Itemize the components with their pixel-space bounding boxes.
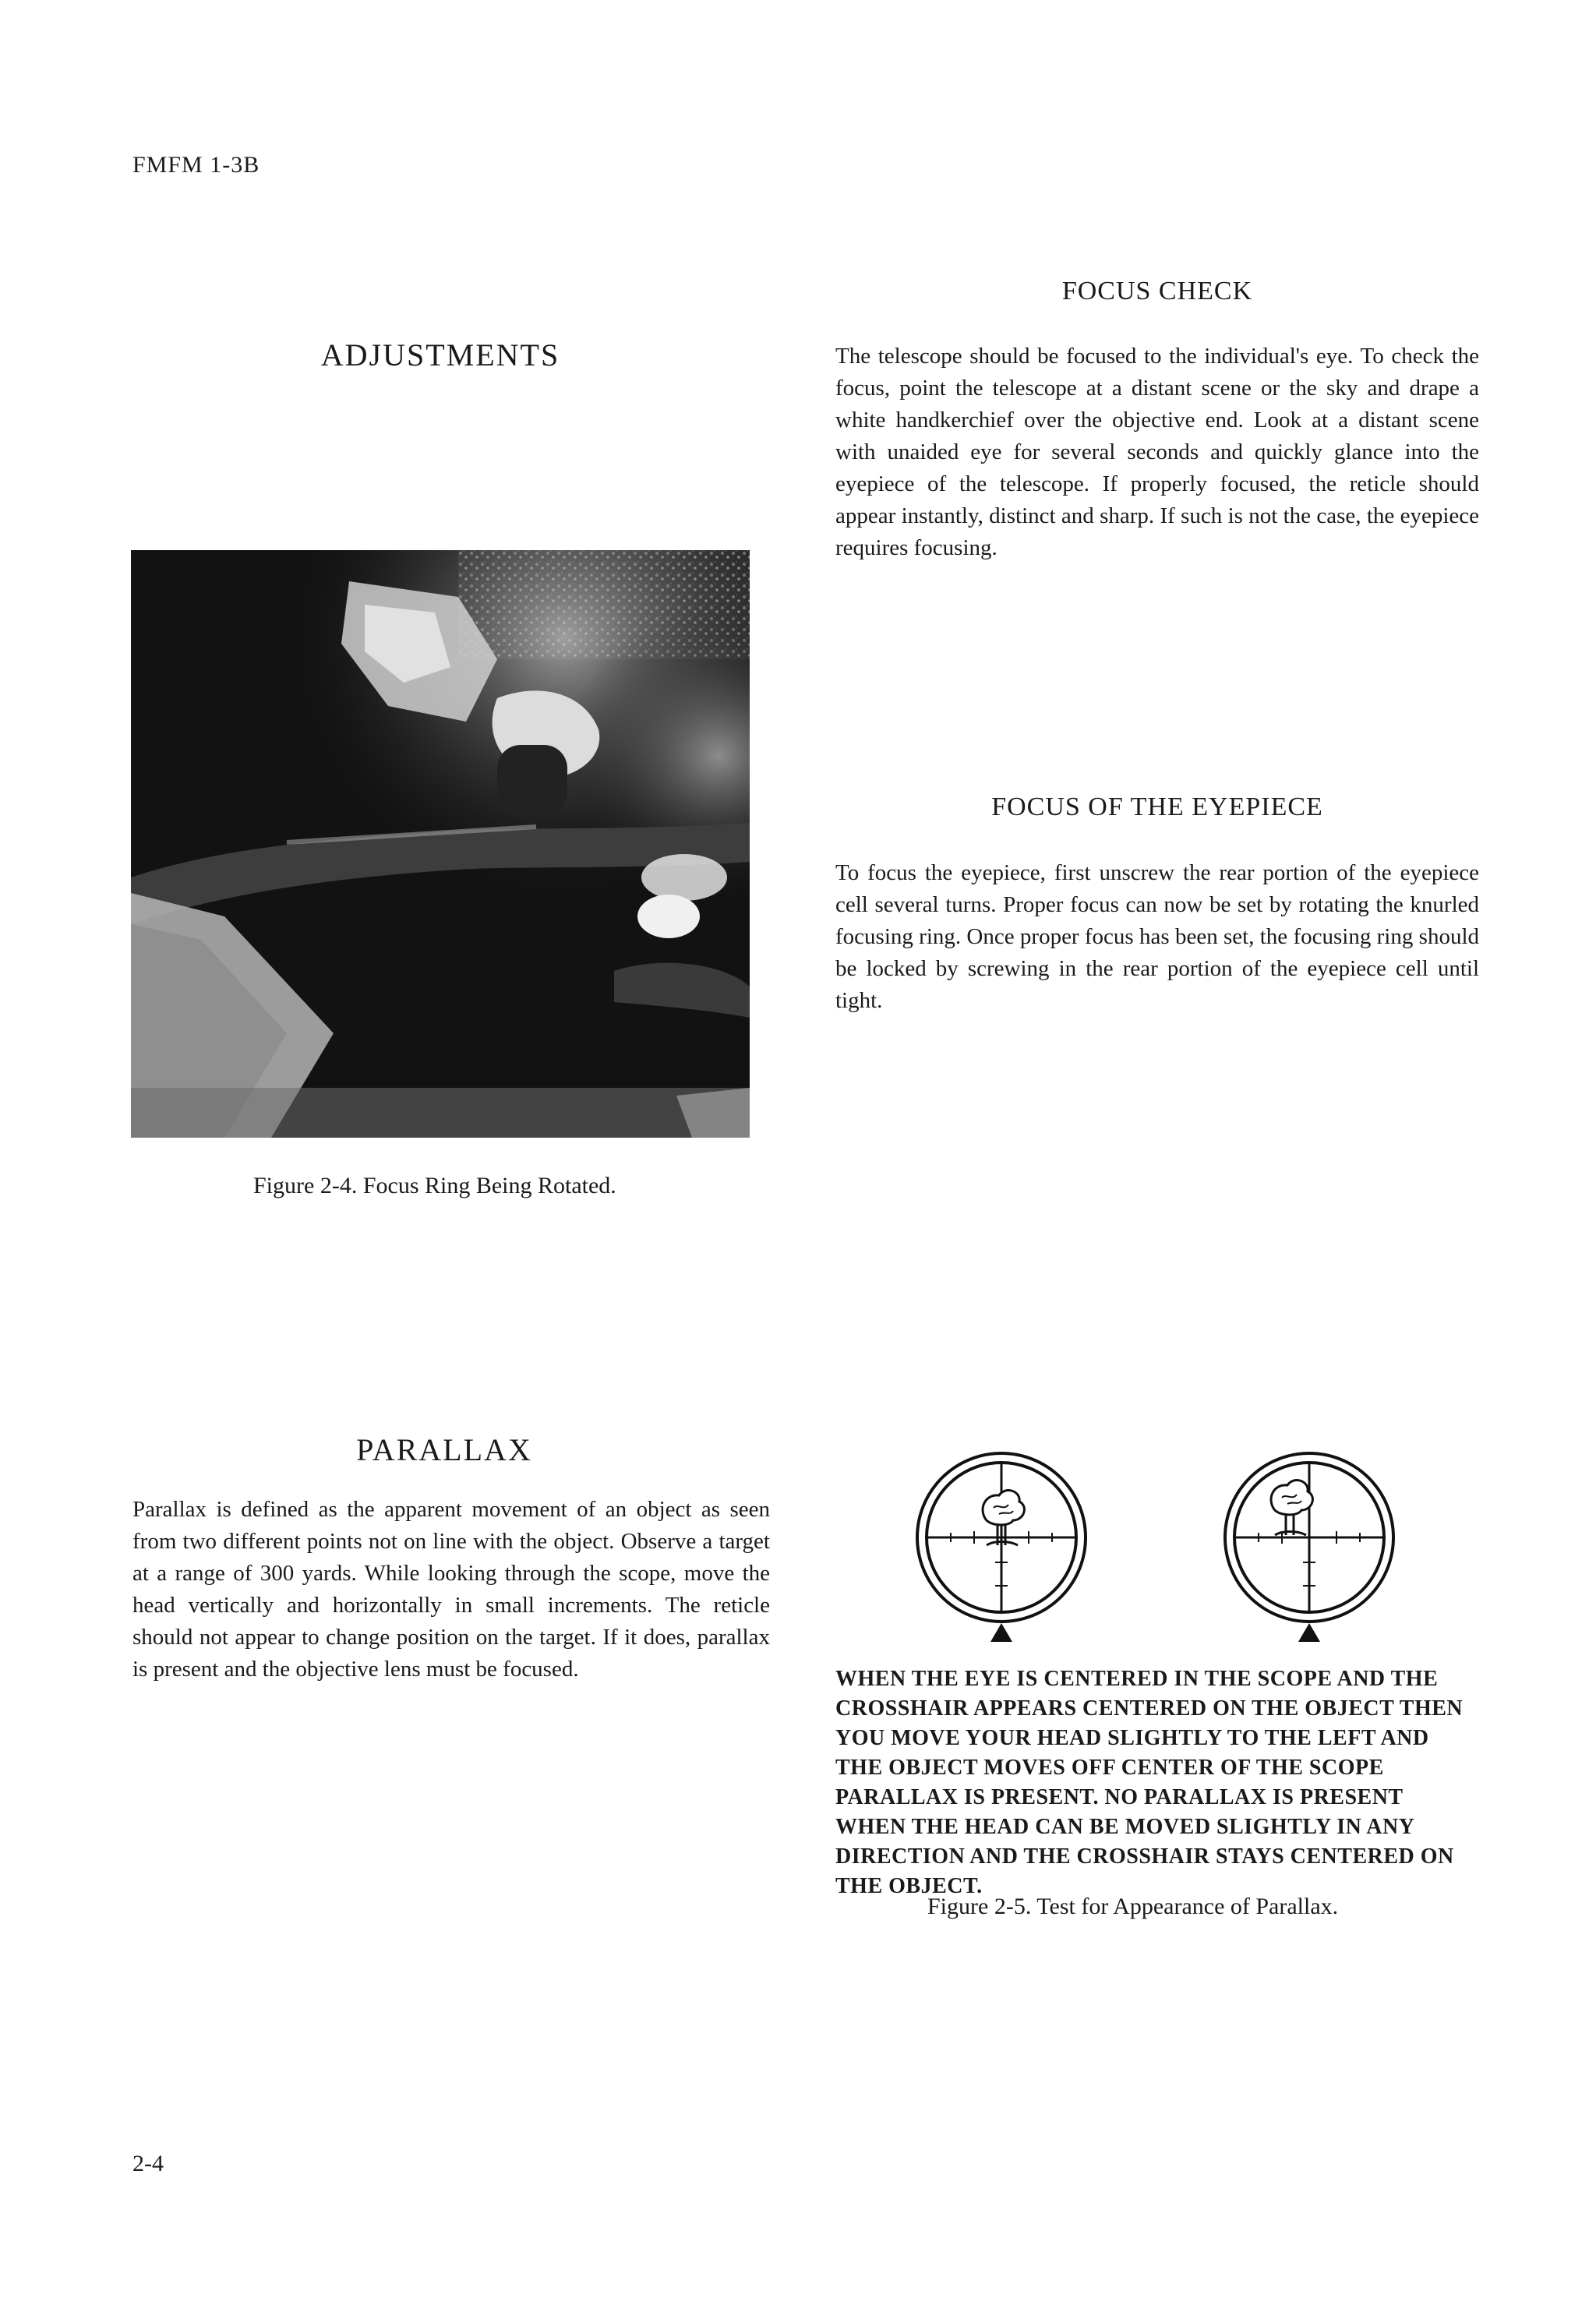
eyepiece-focus-paragraph: To focus the eyepiece, first unscrew the rear portion of the eyepiece cell several turns. Proper focus can now be set by rotating the knurled focusing ring. Once proper focus has been set, the focusing ring should be locked by screwing in the rear portion of the eyepiece cell until tight. — [835, 860, 1479, 1013]
scope-view-centered — [917, 1453, 1086, 1642]
page-number: 2-4 — [132, 2151, 164, 2176]
focus-check-heading: FOCUS CHECK — [1061, 277, 1253, 305]
document-id: FMFM 1-3B — [132, 152, 260, 178]
parallax-test-explanation: WHEN THE EYE IS CENTERED IN THE SCOPE AND THE CROSSHAIR APPEARS CENTERED ON THE OBJECT THEN YOU MOVE YOUR HEAD SLIGHTLY TO THE LEFT AND THE OBJECT MOVES OFF CENTER OF THE SCOPE PARALLAX IS PRESENT. NO PARALLAX IS PRESENT WHEN THE HEAD CAN BE MOVED SLIGHTLY IN ANY DIRECTION AND THE CROSSHAIR STAYS CENTERED ON THE OBJECT. — [835, 1667, 1464, 1898]
eyepiece-focus-heading: FOCUS OF THE EYEPIECE — [991, 792, 1323, 821]
parallax-paragraph: Parallax is defined as the apparent movement of an object as seen from two different points not on line with the object. Observe a target at a range of 300 yards. While looking through the scope, move the head vertically and horizontally in small increments. The reticle should not appear to change position on the target. If it does, parallax is present and the objective lens must be focused. — [132, 1497, 770, 1682]
focus-ring-photo — [131, 550, 750, 1138]
figure-2-4-caption: Figure 2-4. Focus Ring Being Rotated. — [253, 1173, 616, 1198]
figure-2-5-caption: Figure 2-5. Test for Appearance of Parallax. — [927, 1894, 1339, 1919]
focus-check-paragraph: The telescope should be focused to the individual's eye. To check the focus, point the telescope at a distant scene or the sky and drape a white handkerchief over the objective end. Look at a distant scene with unaided eye for several seconds and quickly glance into the eyepiece of the telescope. If properly focused, the reticle should appear instantly, distinct and sharp. If such is not the case, the eyepiece requires focusing. — [835, 344, 1479, 560]
parallax-heading: PARALLAX — [356, 1432, 532, 1467]
scope-view-offset — [1225, 1453, 1393, 1642]
adjustments-heading: ADJUSTMENTS — [320, 337, 560, 372]
